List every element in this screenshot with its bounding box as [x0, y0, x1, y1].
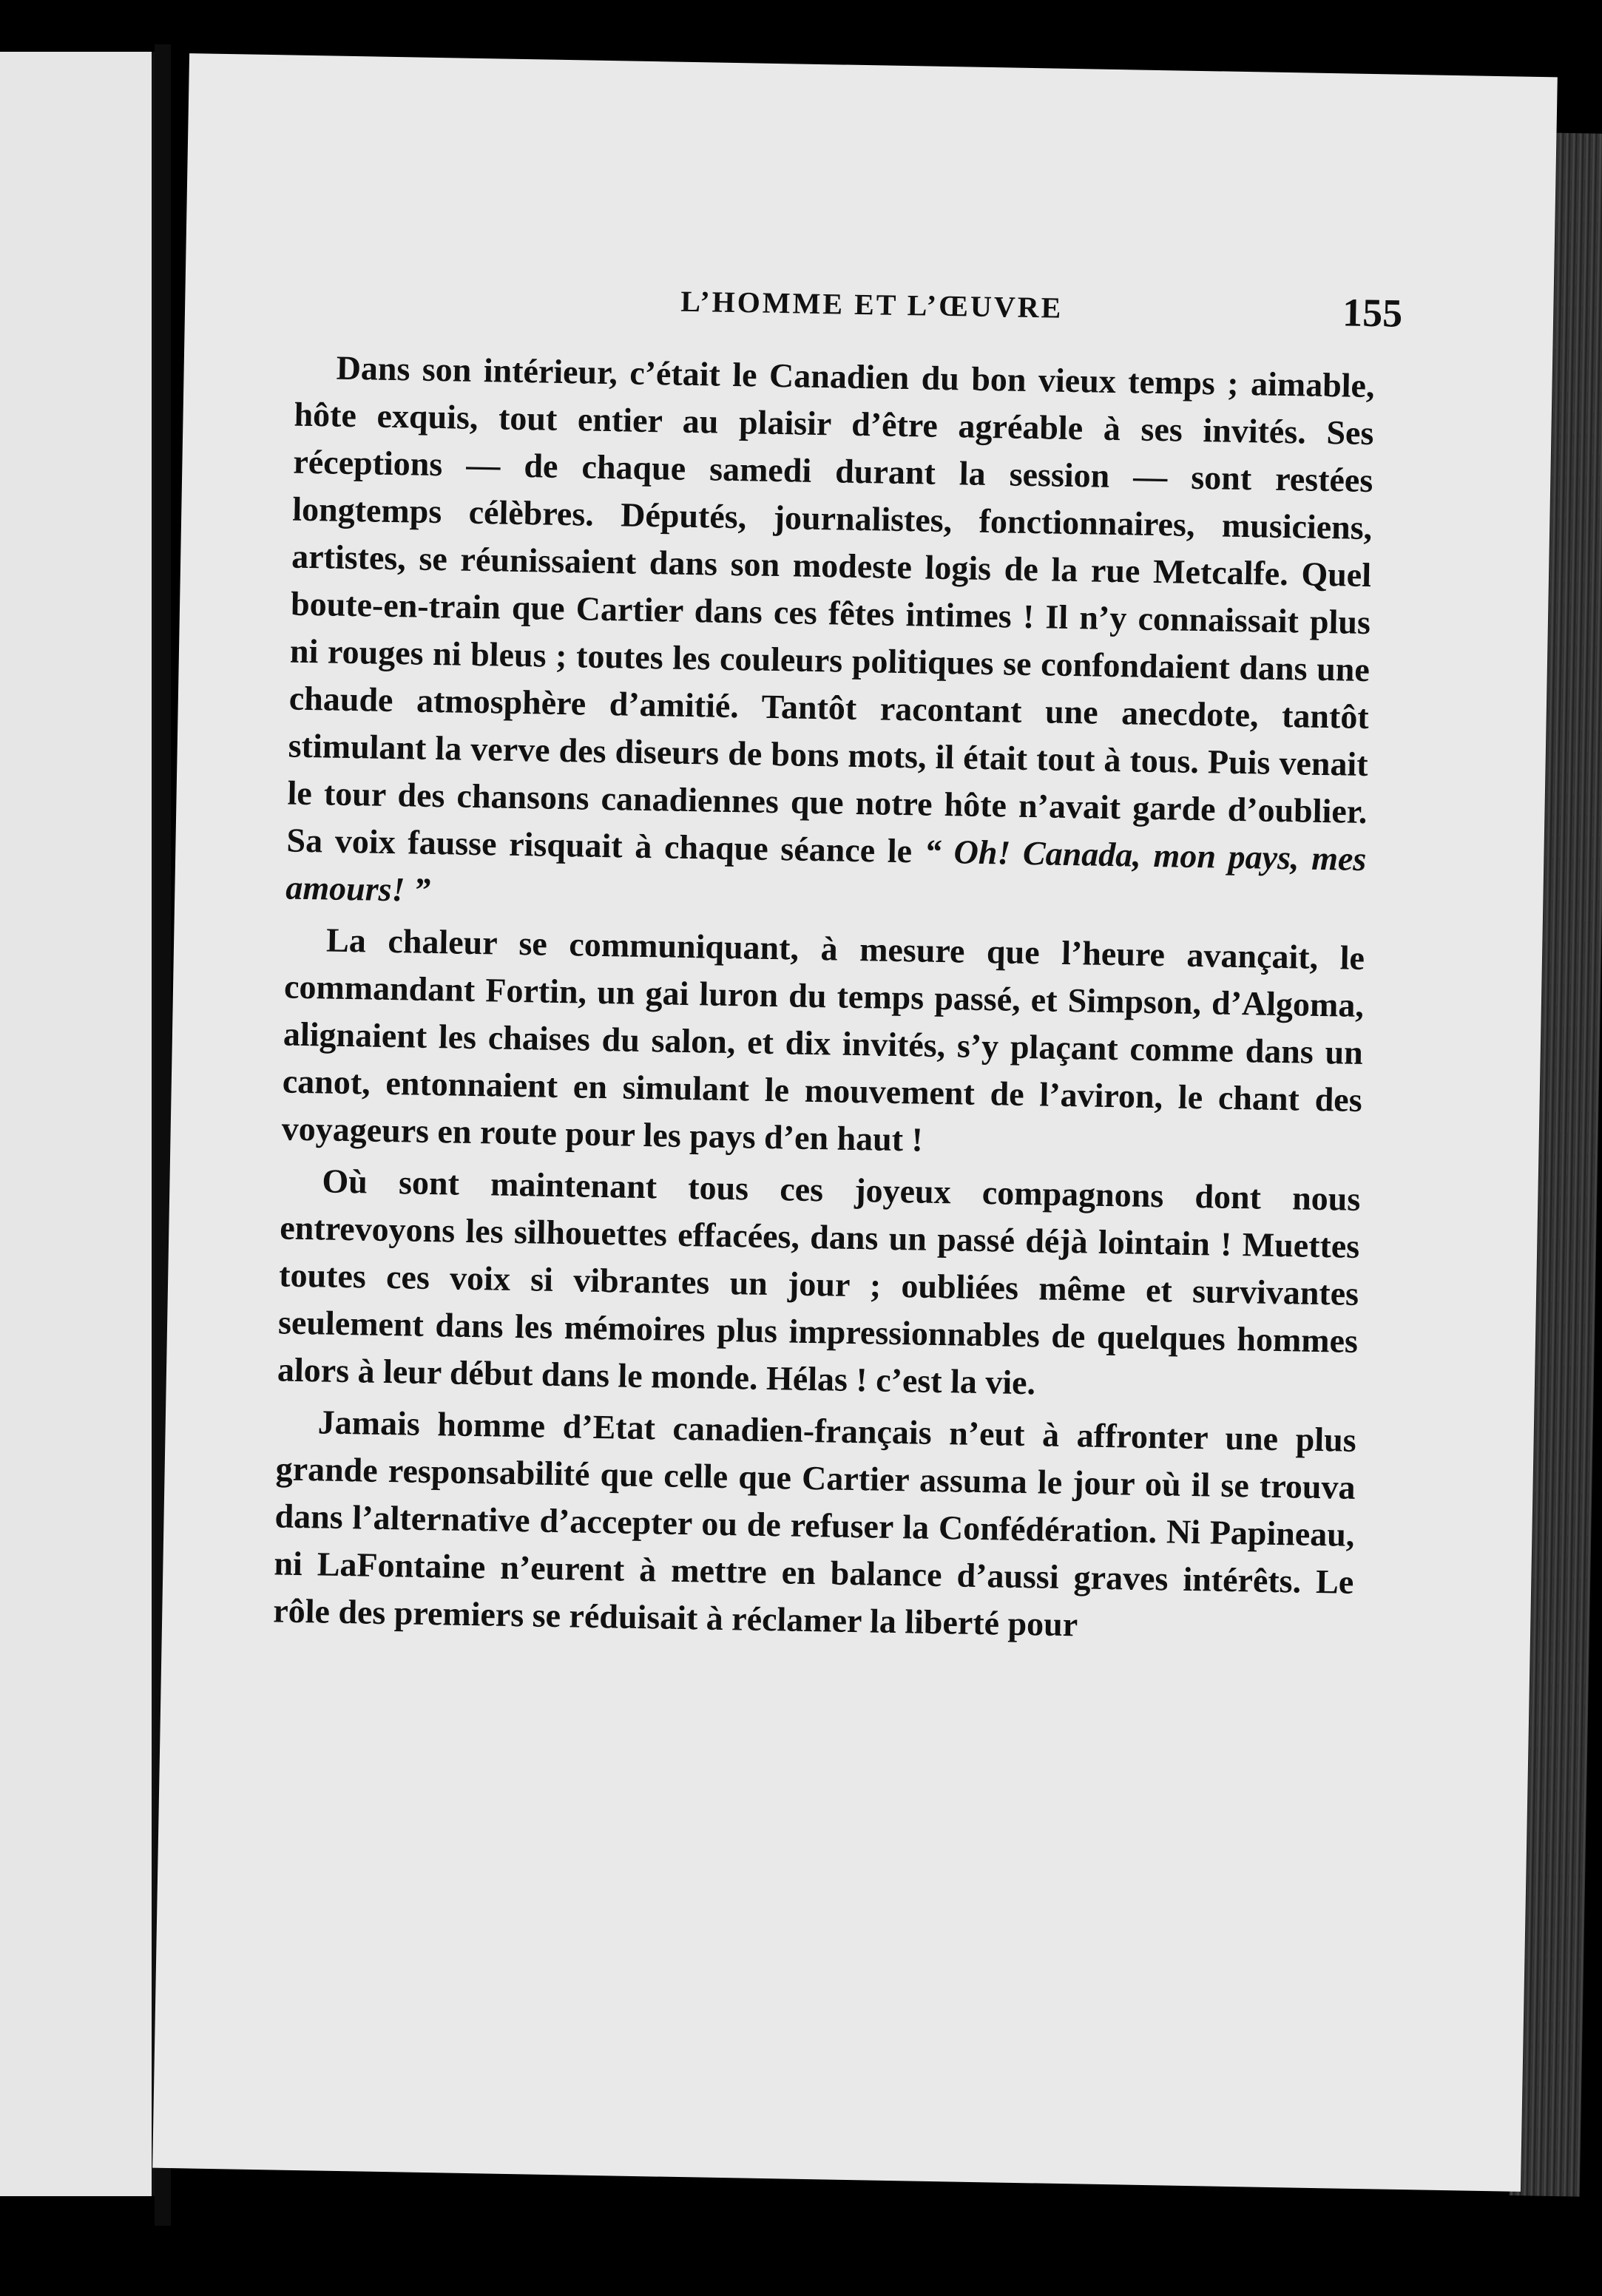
running-title: L’HOMME ET L’ŒUVRE	[680, 284, 1064, 325]
running-head	[185, 275, 1554, 343]
page-body	[273, 344, 1375, 1658]
book-page	[152, 53, 1558, 2192]
song-quote: “ Oh! Canada, mon pays, mes amours! ”	[285, 832, 1367, 909]
paragraph-1-text: Dans son intérieur, c’était le Canadien du bon vieux temps ; aimable, hôte exquis, tout entier au plaisir d’être agréable à ses invités. Ses réceptions — de chaque samedi durant la session — sont restées longtemps célèbres. Députés, journalistes, fonctionnaires, musiciens, artistes, se réunissaient dans son modeste logis de la rue Metcalfe. Quel boute-en-train que Cartier dans ces fêtes intimes ! Il n’y connaissait plus ni rouges ni bleus ; toutes les couleurs politiques se confondaient dans une chaude atmosphère d’amitié. Tantôt racontant une anecdote, tantôt stimulant la verve des diseurs de bons mots, il était tout à tous. Puis venait le tour des chansons canadiennes que notre hôte n’avait garde d’oublier. Sa voix fausse risquait à chaque séance le	[286, 348, 1375, 870]
paragraph-4: Jamais homme d’Etat canadien-français n’eut à affronter une plus grande responsabilité que celle que Cartier assuma le jour où il se trouva dans l’alternative d’accepter ou de refuser la Confédération. Ni Papineau, ni LaFontaine n’eurent à mettre en balance d’aussi graves intérêts. Le rôle des premiers se réduisait à réclamer la liberté pour	[272, 1403, 1357, 1644]
left-page-edge	[0, 52, 155, 2196]
paragraph-2: La chaleur se communiquant, à mesure que l’heure avançait, le commandant Fortin, un gai luron du temps passé, et Simpson, d’Algoma, alignaient les chaises du salon, et dix invités, s’y plaçant comme dans un canot, entonnaient en simulant le mouvement de l’aviron, le chant des voyageurs en route pour les pays d’en haut !	[281, 921, 1365, 1159]
page-number: 155	[1342, 290, 1403, 336]
paragraph-1	[285, 344, 1375, 930]
paragraph-3: Où sont maintenant tous ces joyeux compagnons dont nous entrevoyons les silhouettes effacées, dans un passé déjà lointain ! Muettes toutes ces voix si vibrantes un jour ; oubliées même et survivantes seulement dans les mémoires plus impressionnables de quelques hommes alors à leur début dans le monde. Hélas ! c’est la vie.	[277, 1162, 1361, 1402]
